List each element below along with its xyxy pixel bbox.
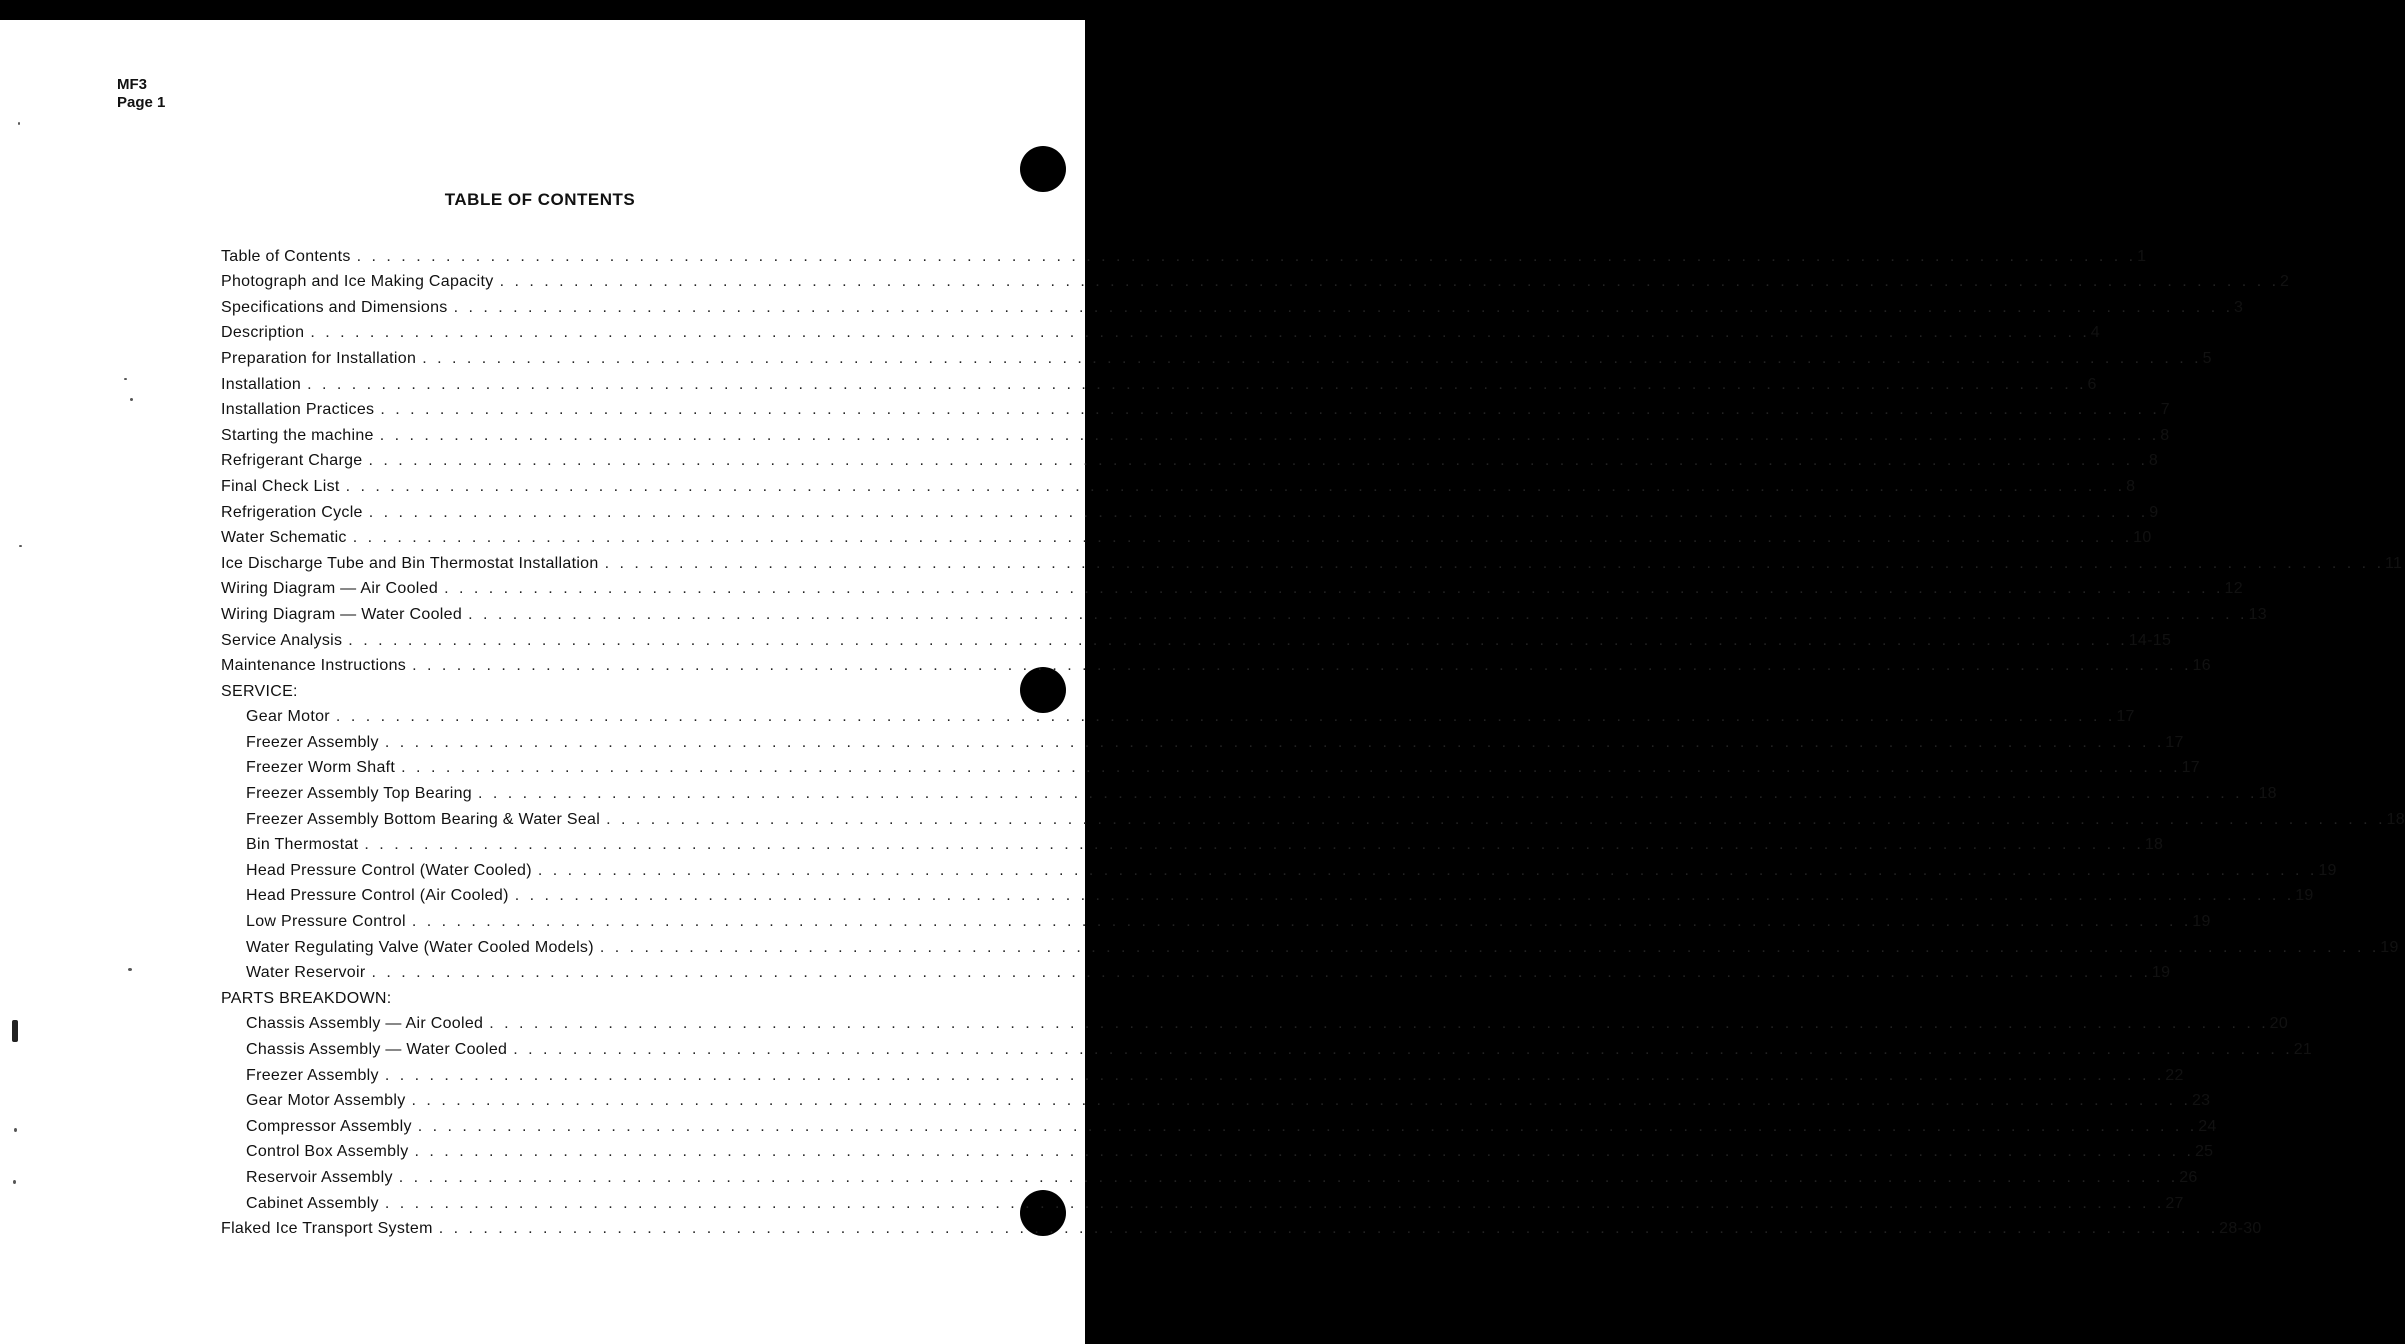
toc-entry: [221, 1187, 2184, 1213]
toc-entry-label: Head Pressure Control (Water Cooled): [246, 861, 532, 879]
table-of-contents: [221, 240, 2405, 1238]
scan-speck: [14, 1128, 17, 1132]
binder-hole-top: [1020, 146, 1066, 192]
toc-dot-leader: . . . . . . . . . . . . . . . . . . . . . . . . . . . . . . . . . . . . . . . . . . . . . . . . . . . . . . . . . . . . . . . . . . . . . . . . . . . . . . . . . . . . . . . . . . . . . . . . . . . . . . . . . . . . . . . . . . . . . . . .: [307, 375, 2087, 393]
toc-page-number: 18: [2258, 785, 2277, 803]
toc-page-number: 19: [2295, 887, 2314, 905]
toc-entry: [221, 880, 2314, 906]
toc-entry-label: Wiring Diagram — Water Cooled: [221, 605, 463, 623]
toc-page-number: 12: [2224, 580, 2243, 598]
scan-speck: [124, 378, 127, 380]
toc-entry: [221, 957, 2171, 983]
toc-dot-leader: . . . . . . . . . . . . . . . . . . . . . . . . . . . . . . . . . . . . . . . . . . . . . . . . . . . . . . . . . . . . . . . . . . . . . . . . . . . . . . . . . . . . . . . . . . . . . . . . . . . . . . . . . . . . . . . . . . . . . . . .: [453, 298, 2234, 316]
toc-entry: [221, 368, 2097, 394]
scan-speck: [128, 968, 132, 971]
toc-dot-leader: . . . . . . . . . . . . . . . . . . . . . . . . . . . . . . . . . . . . . . . . . . . . . . . . . . . . . . . . . . . . . . . . . . . . . . . . . . . . . . . . . . . . . . . . . . . . . . . . . . . . . . . . . . . . . . . . . . . . . . . .: [310, 324, 2090, 342]
toc-dot-leader: . . . . . . . . . . . . . . . . . . . . . . . . . . . . . . . . . . . . . . . . . . . . . . . . . . . . . . . . . . . . . . . . . . . . . . . . . . . . . . . . . . . . . . . . . . . . . . . . . . . . . . . . . . . . . . . . . . . . . . . .: [514, 887, 2295, 905]
page-title: TABLE OF CONTENTS: [444, 190, 636, 209]
toc-entry: [221, 470, 2136, 496]
toc-page-number: 28-30: [2219, 1220, 2262, 1238]
toc-dot-leader: . . . . . . . . . . . . . . . . . . . . . . . . . . . . . . . . . . . . . . . . . . . . . . . . . . . . . . . . . . . . . . . . . . . . . . . . . . . . . . . . . . . . . . . . . . . . . . . . . . . . . . . . . . . . . . . . . . . . . . . .: [345, 477, 2126, 495]
toc-entry-label: Installation: [221, 375, 302, 393]
toc-page-number: 17: [2181, 759, 2200, 777]
toc-dot-leader: . . . . . . . . . . . . . . . . . . . . . . . . . . . . . . . . . . . . . . . . . . . . . . . . . . . . . . . . . . . . . . . . . . . . . . . . . . . . . . . . . . . . . . . . . . . . . . . . . . . . . . . . . . . . . . . . . . . . . . . .: [384, 1066, 2165, 1084]
toc-page-number: 7: [2160, 401, 2170, 419]
toc-entry: [221, 496, 2159, 522]
toc-entry: [221, 317, 2100, 343]
toc-entry: [221, 419, 2170, 445]
toc-page-number: 8: [2160, 426, 2170, 444]
scan-speck: [18, 122, 20, 125]
toc-dot-leader: . . . . . . . . . . . . . . . . . . . . . . . . . . . . . . . . . . . . . . . . . . . . . . . . . . . . . . . . . . . . . . . . . . . . . . . . . . . . . . . . . . . . . . . . . . . . . . . . . . . . . . . . . . . . . . . . . . . . . . . .: [380, 401, 2160, 419]
toc-dot-leader: . . . . . . . . . . . . . . . . . . . . . . . . . . . . . . . . . . . . . . . . . . . . . . . . . . . . . . . . . . . . . . . . . . . . . . . . . . . . . . . . . . . . . . . . . . . . . . . . . . . . . . . . . . . . . . . . . . . . . . . .: [438, 1220, 2219, 1238]
toc-entry-label: Ice Discharge Tube and Bin Thermostat Installation: [221, 554, 599, 572]
toc-dot-leader: . . . . . . . . . . . . . . . . . . . . . . . . . . . . . . . . . . . . . . . . . . . . . . . . . . . . . . . . . . . . . . . . . . . . . . . . . . . . . . . . . . . . . . . . . . . . . . . . . . . . . . . . . . . . . . . . . . . . . . . .: [417, 1117, 2198, 1135]
toc-entry-label: Installation Practices: [221, 401, 375, 419]
toc-page-number: 5: [2202, 349, 2212, 367]
toc-page-number: 19: [2318, 861, 2337, 879]
toc-dot-leader: . . . . . . . . . . . . . . . . . . . . . . . . . . . . . . . . . . . . . . . . . . . . . . . . . . . . . . . . . . . . . . . . . . . . . . . . . . . . . . . . . . . . . . . . . . . . . . . . . . . . . . . . . . . . . . . . . . . . . . . .: [364, 836, 2144, 854]
toc-entry-label: Description: [221, 324, 305, 342]
toc-entry-label: Table of Contents: [221, 247, 351, 265]
toc-dot-leader: . . . . . . . . . . . . . . . . . . . . . . . . . . . . . . . . . . . . . . . . . . . . . . . . . . . . . . . . . . . . . . . . . . . . . . . . . . . . . . . . . . . . . . . . . . . . . . . . . . . . . . . . . . . . . . . . . . . . . . . .: [412, 657, 2192, 675]
toc-page-number: 2: [2280, 273, 2290, 291]
toc-entry: [221, 240, 2147, 266]
toc-entry-label: Freezer Assembly: [246, 733, 379, 751]
toc-page-number: 26: [2179, 1168, 2198, 1186]
toc-entry-label: Compressor Assembly: [246, 1117, 412, 1135]
toc-entry: [221, 777, 2277, 803]
toc-entry-label: Water Schematic: [221, 529, 347, 547]
scan-speck: [19, 545, 22, 547]
toc-dot-leader: . . . . . . . . . . . . . . . . . . . . . . . . . . . . . . . . . . . . . . . . . . . . . . . . . . . . . . . . . . . . . . . . . . . . . . . . . . . . . . . . . . . . . . . . . . . . . . . . . . . . . . . . . . . . . . . . . . . . . . . .: [384, 733, 2165, 751]
toc-dot-leader: . . . . . . . . . . . . . . . . . . . . . . . . . . . . . . . . . . . . . . . . . . . . . . . . . . . . . . . . . . . . . . . . . . . . . . . . . . . . . . . . . . . . . . . . . . . . . . . . . . . . . . . . . . . . . . . . . . . . . . . .: [371, 964, 2151, 982]
toc-entry-label: Chassis Assembly — Air Cooled: [246, 1015, 484, 1033]
toc-entry: [221, 598, 2267, 624]
scan-speck: [12, 1020, 18, 1042]
toc-page-number: 16: [2192, 657, 2211, 675]
toc-page-number: 23: [2191, 1092, 2211, 1110]
toc-entry-label: Photograph and Ice Making Capacity: [221, 273, 494, 291]
toc-entry-label: Wiring Diagram — Air Cooled: [221, 580, 439, 598]
toc-page-number: 13: [2248, 605, 2267, 623]
toc-entry-label: Cabinet Assembly: [246, 1194, 379, 1212]
toc-entry: [221, 803, 2405, 829]
toc-entry: [221, 1161, 2198, 1187]
toc-entry: [221, 547, 2403, 573]
toc-page-number: 6: [2087, 375, 2097, 393]
toc-dot-leader: . . . . . . . . . . . . . . . . . . . . . . . . . . . . . . . . . . . . . . . . . . . . . . . . . . . . . . . . . . . . . . . . . . . . . . . . . . . . . . . . . . . . . . . . . . . . . . . . . . . . . . . . . . . . . . . . . . . . . . . .: [384, 1194, 2165, 1212]
toc-entry: [221, 854, 2337, 880]
toc-dot-leader: . . . . . . . . . . . . . . . . . . . . . . . . . . . . . . . . . . . . . . . . . . . . . . . . . . . . . . . . . . . . . . . . . . . . . . . . . . . . . . . . . . . . . . . . . . . . . . . . . . . . . . . . . . . . . . . . . . . . . . . .: [606, 810, 2386, 828]
toc-entry-label: Freezer Assembly Bottom Bearing & Water Seal: [246, 810, 601, 828]
toc-dot-leader: . . . . . . . . . . . . . . . . . . . . . . . . . . . . . . . . . . . . . . . . . . . . . . . . . . . . . . . . . . . . . . . . . . . . . . . . . . . . . . . . . . . . . . . . . . . . . . . . . . . . . . . . . . . . . . . . . . . . . . . .: [348, 631, 2128, 649]
toc-dot-leader: . . . . . . . . . . . . . . . . . . . . . . . . . . . . . . . . . . . . . . . . . . . . . . . . . . . . . . . . . . . . . . . . . . . . . . . . . . . . . . . . . . . . . . . . . . . . . . . . . . . . . . . . . . . . . . . . . . . . . . . .: [468, 605, 2248, 623]
toc-entry-label: Freezer Assembly Top Bearing: [246, 785, 472, 803]
toc-entry-label: Freezer Assembly: [246, 1066, 379, 1084]
toc-page-number: 27: [2165, 1194, 2184, 1212]
toc-page-number: 19: [2151, 964, 2171, 982]
toc-dot-leader: . . . . . . . . . . . . . . . . . . . . . . . . . . . . . . . . . . . . . . . . . . . . . . . . . . . . . . . . . . . . . . . . . . . . . . . . . . . . . . . . . . . . . . . . . . . . . . . . . . . . . . . . . . . . . . . . . . . . . . . .: [379, 426, 2160, 444]
toc-entry: [221, 1110, 2217, 1136]
toc-page-number: 8: [2148, 452, 2159, 470]
toc-entry-label: Gear Motor: [246, 708, 330, 726]
toc-dot-leader: . . . . . . . . . . . . . . . . . . . . . . . . . . . . . . . . . . . . . . . . . . . . . . . . . . . . . . . . . . . . . . . . . . . . . . . . . . . . . . . . . . . . . . . . . . . . . . . . . . . . . . . . . . . . . . . . . . . . . . . .: [422, 349, 2202, 367]
toc-dot-leader: . . . . . . . . . . . . . . . . . . . . . . . . . . . . . . . . . . . . . . . . . . . . . . . . . . . . . . . . . . . . . . . . . . . . . . . . . . . . . . . . . . . . . . . . . . . . . . . . . . . . . . . . . . . . . . . . . . . . . . . .: [368, 452, 2148, 470]
toc-page-number: 1: [2137, 247, 2147, 265]
toc-entry: [221, 573, 2243, 599]
toc-entry-label: Freezer Worm Shaft: [246, 759, 396, 777]
toc-page-number: 8: [2126, 477, 2136, 495]
toc-entry: [221, 291, 2244, 317]
toc-dot-leader: . . . . . . . . . . . . . . . . . . . . . . . . . . . . . . . . . . . . . . . . . . . . . . . . . . . . . . . . . . . . . . . . . . . . . . . . . . . . . . . . . . . . . . . . . . . . . . . . . . . . . . . . . . . . . . . . . . . . . . . .: [599, 938, 2380, 956]
toc-page-number: 10: [2133, 529, 2152, 547]
toc-entry-label: Flaked Ice Transport System: [221, 1220, 433, 1238]
toc-page-number: 14-15: [2128, 631, 2172, 649]
toc-entry: [221, 650, 2211, 676]
toc-entry-label: Water Regulating Valve (Water Cooled Models): [246, 938, 594, 956]
scan-speck: [130, 398, 133, 401]
toc-entry: [221, 624, 2172, 650]
toc-page-number: 22: [2165, 1066, 2184, 1084]
toc-dot-leader: . . . . . . . . . . . . . . . . . . . . . . . . . . . . . . . . . . . . . . . . . . . . . . . . . . . . . . . . . . . . . . . . . . . . . . . . . . . . . . . . . . . . . . . . . . . . . . . . . . . . . . . . . . . . . . . . . . . . . . . .: [411, 913, 2192, 931]
toc-dot-leader: . . . . . . . . . . . . . . . . . . . . . . . . . . . . . . . . . . . . . . . . . . . . . . . . . . . . . . . . . . . . . . . . . . . . . . . . . . . . . . . . . . . . . . . . . . . . . . . . . . . . . . . . . . . . . . . . . . . . . . . .: [414, 1143, 2194, 1161]
toc-entry: [221, 1085, 2211, 1111]
toc-entry: [221, 1033, 2313, 1059]
toc-entry: [221, 905, 2211, 931]
toc-dot-leader: . . . . . . . . . . . . . . . . . . . . . . . . . . . . . . . . . . . . . . . . . . . . . . . . . . . . . . . . . . . . . . . . . . . . . . . . . . . . . . . . . . . . . . . . . . . . . . . . . . . . . . . . . . . . . . . . . . . . . . . .: [537, 861, 2318, 879]
toc-page-number: 4: [2090, 324, 2100, 342]
toc-entry: [221, 1008, 2289, 1034]
toc-page-number: 17: [2165, 733, 2184, 751]
toc-dot-leader: . . . . . . . . . . . . . . . . . . . . . . . . . . . . . . . . . . . . . . . . . . . . . . . . . . . . . . . . . . . . . . . . . . . . . . . . . . . . . . . . . . . . . . . . . . . . . . . . . . . . . . . . . . . . . . . . . . . . . . . .: [478, 785, 2258, 803]
toc-dot-leader: . . . . . . . . . . . . . . . . . . . . . . . . . . . . . . . . . . . . . . . . . . . . . . . . . . . . . . . . . . . . . . . . . . . . . . . . . . . . . . . . . . . . . . . . . . . . . . . . . . . . . . . . . . . . . . . . . . . . . . . .: [398, 1168, 2179, 1186]
toc-entry-label: Maintenance Instructions: [221, 657, 407, 675]
toc-entry: [221, 726, 2184, 752]
toc-entry-label: Low Pressure Control: [246, 913, 406, 931]
document-header: [117, 76, 165, 112]
scan-speck: [13, 1180, 16, 1184]
toc-entry-label: Control Box Assembly: [246, 1143, 409, 1161]
toc-entry: [221, 1136, 2214, 1162]
toc-page-number: 20: [2269, 1015, 2289, 1033]
toc-dot-leader: . . . . . . . . . . . . . . . . . . . . . . . . . . . . . . . . . . . . . . . . . . . . . . . . . . . . . . . . . . . . . . . . . . . . . . . . . . . . . . . . . . . . . . . . . . . . . . . . . . . . . . . . . . . . . . . . . . . . . . . .: [352, 529, 2133, 547]
toc-dot-leader: . . . . . . . . . . . . . . . . . . . . . . . . . . . . . . . . . . . . . . . . . . . . . . . . . . . . . . . . . . . . . . . . . . . . . . . . . . . . . . . . . . . . . . . . . . . . . . . . . . . . . . . . . . . . . . . . . . . . . . . .: [499, 273, 2280, 291]
toc-entry-label: Gear Motor Assembly: [246, 1092, 406, 1110]
toc-entry: [221, 829, 2164, 855]
toc-entry-label: Chassis Assembly — Water Cooled: [246, 1041, 508, 1058]
toc-entry: [221, 394, 2170, 420]
toc-page-number: 17: [2116, 708, 2135, 726]
toc-entry-label: SERVICE:: [221, 682, 298, 700]
toc-dot-leader: . . . . . . . . . . . . . . . . . . . . . . . . . . . . . . . . . . . . . . . . . . . . . . . . . . . . . . . . . . . . . . . . . . . . . . . . . . . . . . . . . . . . . . . . . . . . . . . . . . . . . . . . . . . . . . . . . . . . . . . .: [411, 1092, 2191, 1110]
toc-dot-leader: . . . . . . . . . . . . . . . . . . . . . . . . . . . . . . . . . . . . . . . . . . . . . . . . . . . . . . . . . . . . . . . . . . . . . . . . . . . . . . . . . . . . . . . . . . . . . . . . . . . . . . . . . . . . . . . . . . . . . . . .: [489, 1015, 2269, 1033]
toc-entry-label: Water Reservoir: [246, 964, 366, 982]
toc-entry: [221, 931, 2399, 957]
toc-dot-leader: . . . . . . . . . . . . . . . . . . . . . . . . . . . . . . . . . . . . . . . . . . . . . . . . . . . . . . . . . . . . . . . . . . . . . . . . . . . . . . . . . . . . . . . . . . . . . . . . . . . . . . . . . . . . . . . . . . . . . . . .: [444, 580, 2224, 598]
toc-entry: [221, 1059, 2184, 1085]
toc-entry-label: Preparation for Installation: [221, 349, 417, 367]
toc-page-number: 21: [2293, 1041, 2313, 1058]
toc-entry-label: Refrigerant Charge: [221, 452, 363, 470]
toc-entry-label: Head Pressure Control (Air Cooled): [246, 887, 509, 905]
toc-page-number: 25: [2194, 1143, 2214, 1161]
toc-page-number: 19: [2192, 913, 2211, 931]
toc-page-number: 24: [2198, 1117, 2217, 1135]
toc-page-number: 19: [2380, 938, 2399, 956]
toc-entry-label: Specifications and Dimensions: [221, 298, 448, 316]
toc-entry-label: Refrigeration Cycle: [221, 503, 363, 521]
toc-entry: [221, 342, 2212, 368]
toc-entry-label: Starting the machine: [221, 426, 374, 444]
toc-dot-leader: . . . . . . . . . . . . . . . . . . . . . . . . . . . . . . . . . . . . . . . . . . . . . . . . . . . . . . . . . . . . . . . . . . . . . . . . . . . . . . . . . . . . . . . . . . . . . . . . . . . . . . . . . . . . . . . . . . . . . . . .: [401, 759, 2181, 777]
toc-entry-label: Final Check List: [221, 477, 340, 495]
toc-page-number: 18: [2386, 810, 2405, 828]
toc-page-number: 3: [2234, 298, 2244, 316]
toc-dot-leader: . . . . . . . . . . . . . . . . . . . . . . . . . . . . . . . . . . . . . . . . . . . . . . . . . . . . . . . . . . . . . . . . . . . . . . . . . . . . . . . . . . . . . . . . . . . . . . . . . . . . . . . . . . . . . . . . . . . . . . . .: [513, 1041, 2293, 1058]
toc-entry: [221, 522, 2152, 548]
toc-entry-label: PARTS BREAKDOWN:: [221, 989, 392, 1007]
document-code: MF3: [117, 76, 147, 93]
toc-dot-leader: . . . . . . . . . . . . . . . . . . . . . . . . . . . . . . . . . . . . . . . . . . . . . . . . . . . . . . . . . . . . . . . . . . . . . . . . . . . . . . . . . . . . . . . . . . . . . . . . . . . . . . . . . . . . . . . . . . . . . . . .: [604, 554, 2385, 572]
toc-entry: [221, 266, 2290, 292]
toc-section-heading: [221, 675, 862, 701]
toc-dot-leader: . . . . . . . . . . . . . . . . . . . . . . . . . . . . . . . . . . . . . . . . . . . . . . . . . . . . . . . . . . . . . . . . . . . . . . . . . . . . . . . . . . . . . . . . . . . . . . . . . . . . . . . . . . . . . . . . . . . . . . . .: [335, 708, 2116, 726]
toc-entry: [221, 701, 2135, 727]
toc-page-number: 11: [2385, 554, 2403, 572]
toc-entry: [221, 445, 2159, 471]
toc-page-number: 9: [2149, 503, 2159, 521]
toc-dot-leader: . . . . . . . . . . . . . . . . . . . . . . . . . . . . . . . . . . . . . . . . . . . . . . . . . . . . . . . . . . . . . . . . . . . . . . . . . . . . . . . . . . . . . . . . . . . . . . . . . . . . . . . . . . . . . . . . . . . . . . . .: [368, 503, 2149, 521]
page-number-label: Page 1: [117, 94, 166, 111]
toc-entry-label: Reservoir Assembly: [246, 1168, 393, 1186]
toc-section-heading: [221, 982, 862, 1008]
toc-entry: [221, 1213, 2262, 1239]
toc-entry-label: Bin Thermostat: [246, 836, 359, 854]
toc-dot-leader: . . . . . . . . . . . . . . . . . . . . . . . . . . . . . . . . . . . . . . . . . . . . . . . . . . . . . . . . . . . . . . . . . . . . . . . . . . . . . . . . . . . . . . . . . . . . . . . . . . . . . . . . . . . . . . . . . . . . . . . .: [356, 247, 2137, 265]
toc-entry: [221, 752, 2200, 778]
toc-entry-label: Service Analysis: [221, 631, 343, 649]
toc-page-number: 18: [2144, 836, 2164, 854]
